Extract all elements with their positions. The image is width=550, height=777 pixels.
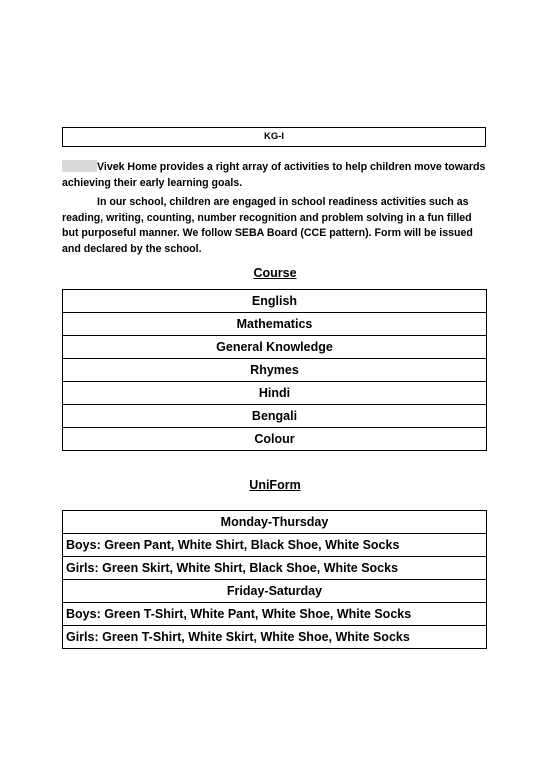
uniform-item: Boys: Green Pant, White Shirt, Black Shoe, White Socks [63,534,487,557]
table-row [63,405,487,428]
course-subject: Mathematics [63,313,487,336]
class-title: KG-I [62,127,486,147]
uniform-day-range: Monday-Thursday [63,511,487,534]
course-subject: Bengali [63,405,487,428]
table-row [63,557,487,580]
uniform-item: Girls: Green T-Shirt, White Skirt, White Shoe, White Socks [63,626,487,649]
table-row [63,382,487,405]
intro-paragraph-1-text: Vivek Home provides a right array of activities to help children move towards achieving their early learning goals. [62,161,486,189]
uniform-table [62,510,487,649]
table-row [63,428,487,451]
table-row [63,580,487,603]
course-subject: Colour [63,428,487,451]
table-row [63,511,487,534]
uniform-heading: UniForm [249,478,301,492]
course-subject: Hindi [63,382,487,405]
uniform-day-range: Friday-Saturday [63,580,487,603]
table-row [63,626,487,649]
course-heading: Course [253,266,297,280]
table-row [63,534,487,557]
table-row [63,359,487,382]
uniform-item: Girls: Green Skirt, White Shirt, Black Shoe, White Socks [63,557,487,580]
course-subject: English [63,290,487,313]
table-row [63,336,487,359]
intro-paragraph-2: In our school, children are engaged in school readiness activities such as reading, writing, counting, number recognition and problem solving in a fun filled but purposeful manner. We follow SEBA Board (CCE pattern). Form will be issued and declared by the school. [62,196,473,255]
highlight-mark [62,160,97,172]
table-row [63,313,487,336]
course-subject: General Knowledge [63,336,487,359]
course-subject: Rhymes [63,359,487,382]
intro-paragraph-1 [62,160,488,191]
course-table [62,289,487,451]
table-row [63,603,487,626]
table-row [63,290,487,313]
intro-text [62,160,488,257]
uniform-item: Boys: Green T-Shirt, White Pant, White Shoe, White Socks [63,603,487,626]
